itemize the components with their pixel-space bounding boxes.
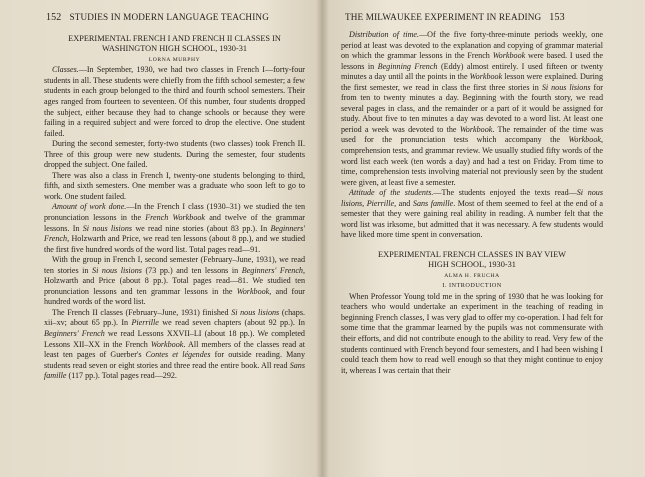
running-head-right [345, 12, 565, 23]
paragraph: When Professor Young told me in the spring of 1930 that he was looking for teachers who would undertake an experiment in the teaching of reading in beginning French classes, I was very glad to offer my co-operation. I had felt for some time that the grammar learned by the pupils was not commensurate with their efforts, and did not contribute enough to the ability to read. Very few of the students continued with French beyond four semesters, and I had been wishing I could teach them how to read well enough so that they might continue to enjoy it, whereas I was certain that their [341, 291, 603, 375]
paragraph: Classes.—In September, 1930, we had two classes in French I—forty-four students in all. These students were chiefly from the fifth school semester; a few students in each group belonged to the third and fourth school semesters. Their ages ranged from fourteen to seventeen. Of this number, four students dropped the subject, either because they had to change schools or because they were failing in a required subject and were forced to drop the elective. One student failed. [44, 65, 305, 138]
left-page [0, 0, 322, 477]
author-name: ALMA H. FRUCHA [444, 272, 500, 279]
running-head-title: THE MILWAUKEE EXPERIMENT IN READING [345, 12, 542, 22]
section-heading: EXPERIMENTAL FRENCH I AND FRENCH II CLASSES IN WASHINGTON HIGH SCHOOL, 1930-31 [68, 34, 281, 54]
running-head-left [46, 12, 269, 23]
author-name: LORNA MURPHY [148, 56, 201, 63]
paragraph: Amount of work done.—In the French I class (1930–31) we studied the ten pronunciation lessons in the French Workbook and twelve of the grammar lessons. In Si nous lisions we read nine stories (about 83 pp.). In Beginners' French, Holzwarth and Price, we read ten lessons (about 8 pp.), and we studied the first five hundred words of the word list. Total pages read—91. [44, 202, 305, 254]
text-column-right [341, 30, 603, 376]
spacer [341, 241, 603, 250]
subsection-heading: I. INTRODUCTION [442, 282, 502, 290]
right-page [323, 0, 645, 477]
text-column-left [44, 34, 305, 382]
paragraph: During the second semester, forty-two students (two classes) took French II. Three of this group were new students. During the semester, four students dropped the subject. One failed. [44, 139, 305, 170]
running-head-title: STUDIES IN MODERN LANGUAGE TEACHING [69, 12, 269, 22]
page-number: 153 [549, 12, 565, 23]
paragraph: Distribution of time.—Of the five forty-three-minute periods weekly, one period at least was devoted to the explanation and copying of grammar material on which the grammar lessons in the French Workbook were based. I used the lessons in Beginning French (Eddy) almost entirely. I used fifteen or twenty minutes a day until all the points in the Workbook lesson were explained. During the first semester, we read in class the first three stories in Si nous lisions for from ten to twenty minutes a day. Beginning with the fourth story, we read several pages in class, and the remainder or a part of it would be assigned for study. About five to ten minutes a day was devoted to a word list. At least one period a week was devoted to the Workbook. The remainder of the time was used for the pronunciation tests which accompany the Workbook, comprehension tests, and grammar review. We usually studied fifty words of the word list each week (ten words a day) and had a test on Friday. From time to time, comprehension tests involving material not previously seen by the student were given, at least five a semester. [341, 30, 603, 187]
paragraph: Attitude of the students.—The students enjoyed the texts read—Si nous lisions, Pierrille, and Sans famille. Most of them seemed to feel at the end of a semester that they were gaining real ability in reading. A number felt that the word list was irksome, but admitted that it was necessary. A few students would have liked more time spent in conversation. [341, 188, 604, 240]
page-number: 152 [46, 12, 62, 23]
section-heading: EXPERIMENTAL FRENCH CLASSES IN BAY VIEW HIGH SCHOOL, 1930-31 [378, 249, 566, 270]
paragraph: With the group in French I, second semester (February–June, 1931), we read ten stories in Si nous lisions (73 pp.) and ten lessons in Beginners' French, Holzwarth and Price (about 8 pp.). Total pages read—81. We studied ten pronunciation lessons and ten grammar lessons in the Workbook, and four hundred words of the word list. [44, 255, 305, 307]
paragraph: There was also a class in French I, twenty-one students belonging to third, fifth, and sixth semesters. One member was a graduate who soon left to go to work. One student failed. [44, 170, 305, 201]
paragraph: The French II classes (February–June, 1931) finished Si nous lisions (chaps. xii–xv; about 65 pp.). In Pierrille we read seven chapters (about 92 pp.). In Beginners' French we read Lessons XXVII–LI (about 18 pp.). We completed Lessons XII–XX in the French Workbook. All members of the classes read at least ten pages of Guerber's Contes et légendes for outside reading. Many students read seven or eight stories and three read the entire book. All read Sans famille (117 pp.). Total pages read—292. [44, 307, 306, 381]
